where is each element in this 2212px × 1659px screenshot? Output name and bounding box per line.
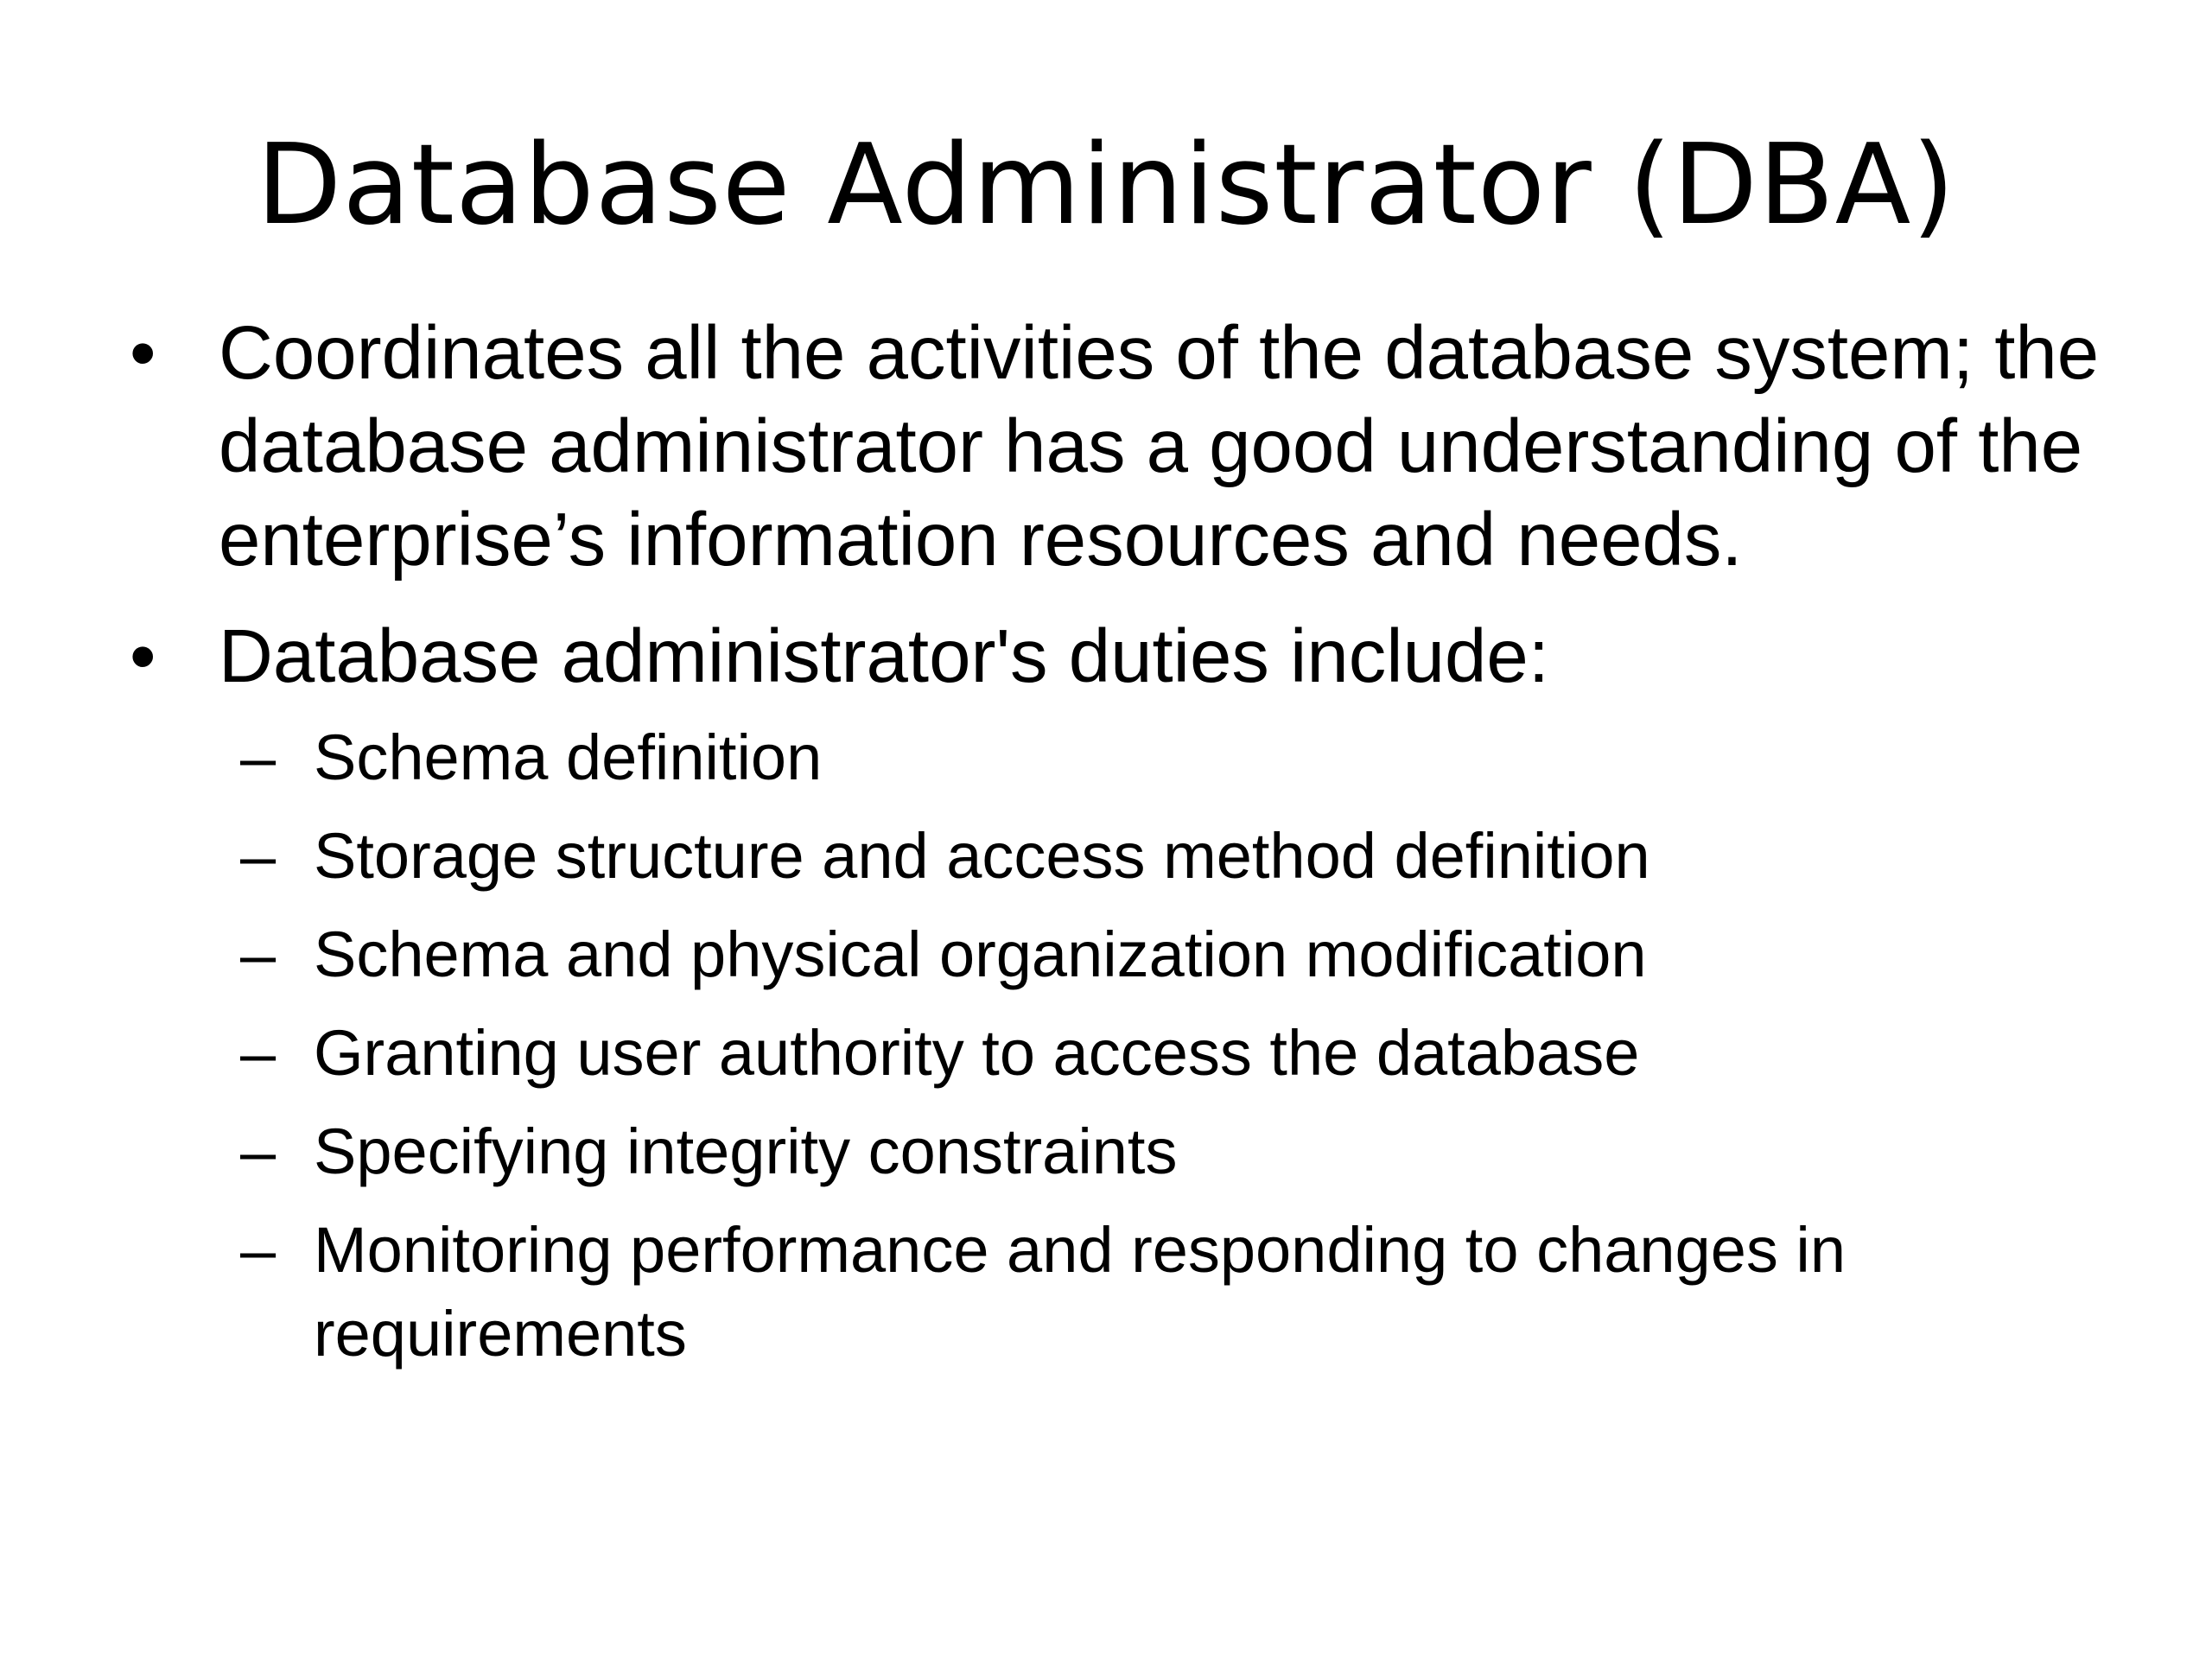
duty-text: Monitoring performance and responding to changes in requirements [314, 1214, 1847, 1370]
duty-text: Storage structure and access method definition [314, 820, 1650, 892]
duty-text: Specifying integrity constraints [314, 1116, 1178, 1187]
duty-item [130, 1011, 2117, 1095]
bullet-item [130, 307, 2111, 587]
duty-item [130, 715, 2117, 799]
dash-marker: – [240, 1214, 276, 1286]
duty-text: Schema definition [314, 721, 823, 793]
duty-text: Granting user authority to access the database [314, 1017, 1640, 1089]
bullet-marker: • [130, 614, 156, 698]
dash-marker: – [240, 1116, 276, 1187]
dash-marker: – [240, 918, 276, 990]
duty-item [130, 1208, 2111, 1376]
dash-marker: – [240, 721, 276, 793]
duty-item [130, 1109, 2117, 1193]
dash-marker: – [240, 820, 276, 892]
duty-item [130, 814, 2117, 898]
bullet-marker: • [130, 311, 156, 395]
duties-list [130, 715, 2117, 1376]
slide-title: Database Administrator (DBA) [256, 121, 1956, 250]
duty-item [130, 912, 2117, 996]
dash-marker: – [240, 1017, 276, 1089]
bullet-text: Coordinates all the activities of the database system; the database administrator has a good understanding of the enterprise’s information resources and needs. [219, 311, 2100, 582]
bullet-item [130, 610, 2117, 703]
duty-text: Schema and physical organization modification [314, 918, 1647, 990]
slide-content [130, 307, 2117, 1390]
bullet-text: Database administrator's duties include: [219, 614, 1549, 698]
